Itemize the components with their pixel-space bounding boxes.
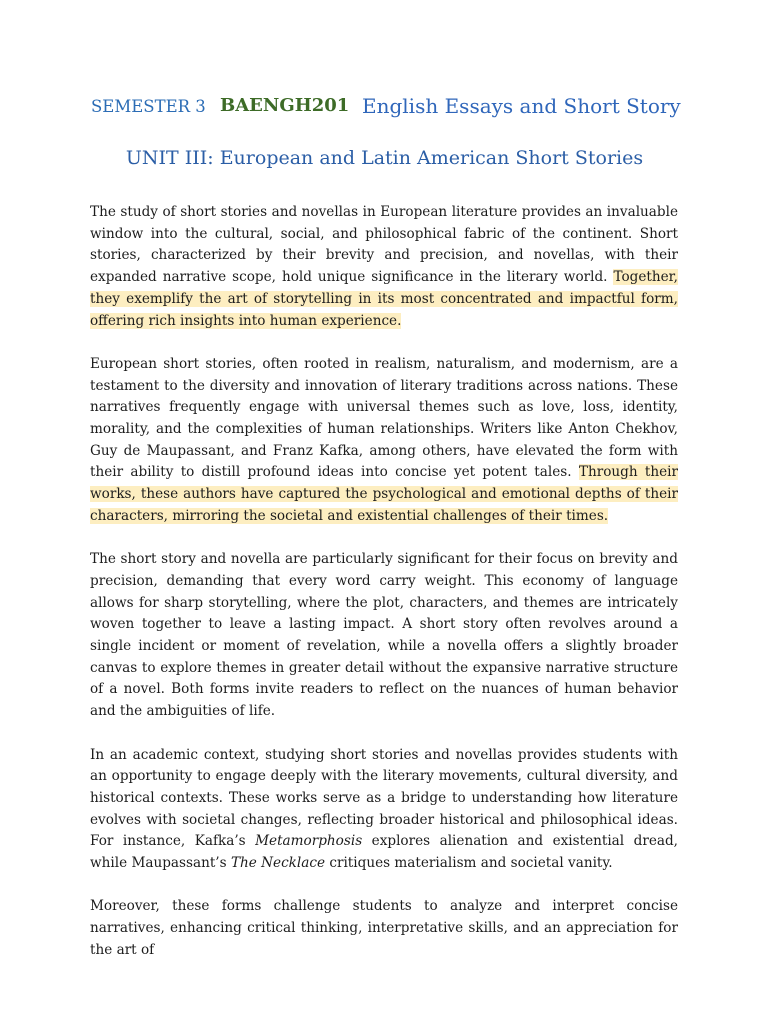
- paragraph-text: European short stories, often rooted in realism, naturalism, and modernism, are a testament to the diversity and innovation of literary traditions across nations. These narratives frequently engage with universal themes such as love, loss, identity, morality, and the complexities of human relationships. Writers like Anton Chekhov, Guy de Maupassant, and Franz Kafka, among others, have elevated the form with their ability to distill profound ideas into concise yet potent tales.: [90, 355, 678, 481]
- unit-title: UNIT III: European and Latin American Short Stories: [125, 147, 644, 169]
- document-body: [90, 202, 678, 983]
- work-title-metamorphosis: Metamorphosis: [255, 833, 363, 850]
- paragraph-text: critiques materialism and societal vanity.: [325, 855, 613, 872]
- course-header: [91, 94, 691, 124]
- paragraph-2: [90, 354, 678, 528]
- paragraph-text: The study of short stories and novellas in European literature provides an invaluable window into the cultural, social, and philosophical fabric of the continent. Short stories, characterized by their brevity and precision, and novellas, with their expanded narrative scope, hold unique significance in the literary world.: [90, 204, 678, 286]
- paragraph-3: [90, 549, 678, 723]
- work-title-the-necklace: The Necklace: [230, 855, 326, 872]
- paragraph-4: [90, 745, 678, 875]
- paragraph-5: [90, 896, 678, 961]
- paragraph-text: explores alienation and existential dread, while Maupassant’s: [90, 833, 678, 872]
- highlighted-text: Through their works, these authors have captured the psychological and emotional depths of their characters, mirroring the societal and existential challenges of their times.: [90, 464, 678, 524]
- paragraph-text: In an academic context, studying short stories and novellas provides students with an opportunity to engage deeply with the literary movements, cultural diversity, and historical contexts. These works serve as a bridge to understanding how literature evolves with societal changes, reflecting broader historical and philosophical ideas. For instance, Kafka’s: [90, 746, 678, 850]
- highlighted-text: Together, they exemplify the art of storytelling in its most concentrated and impactful form, offering rich insights into human experience.: [90, 269, 678, 329]
- semester-label: SEMESTER 3: [91, 97, 206, 116]
- course-title: English Essays and Short Story: [362, 94, 681, 118]
- paragraph-1: [90, 202, 678, 332]
- paragraph-text: The short story and novella are particularly significant for their focus on brevity and precision, demanding that every word carry weight. This economy of language allows for sharp storytelling, where the plot, characters, and themes are intricately woven together to leave a lasting impact. A short story often revolves around a single incident or moment of revelation, while a novella offers a slightly broader canvas to explore themes in greater detail without the expansive narrative structure of a novel. Both forms invite readers to reflect on the nuances of human behavior and the ambiguities of life.: [90, 551, 678, 720]
- paragraph-text: Moreover, these forms challenge students to analyze and interpret concise narratives, enhancing critical thinking, interpretative skills, and an appreciation for the art of: [90, 898, 678, 958]
- course-code: BAENGH201: [220, 95, 350, 116]
